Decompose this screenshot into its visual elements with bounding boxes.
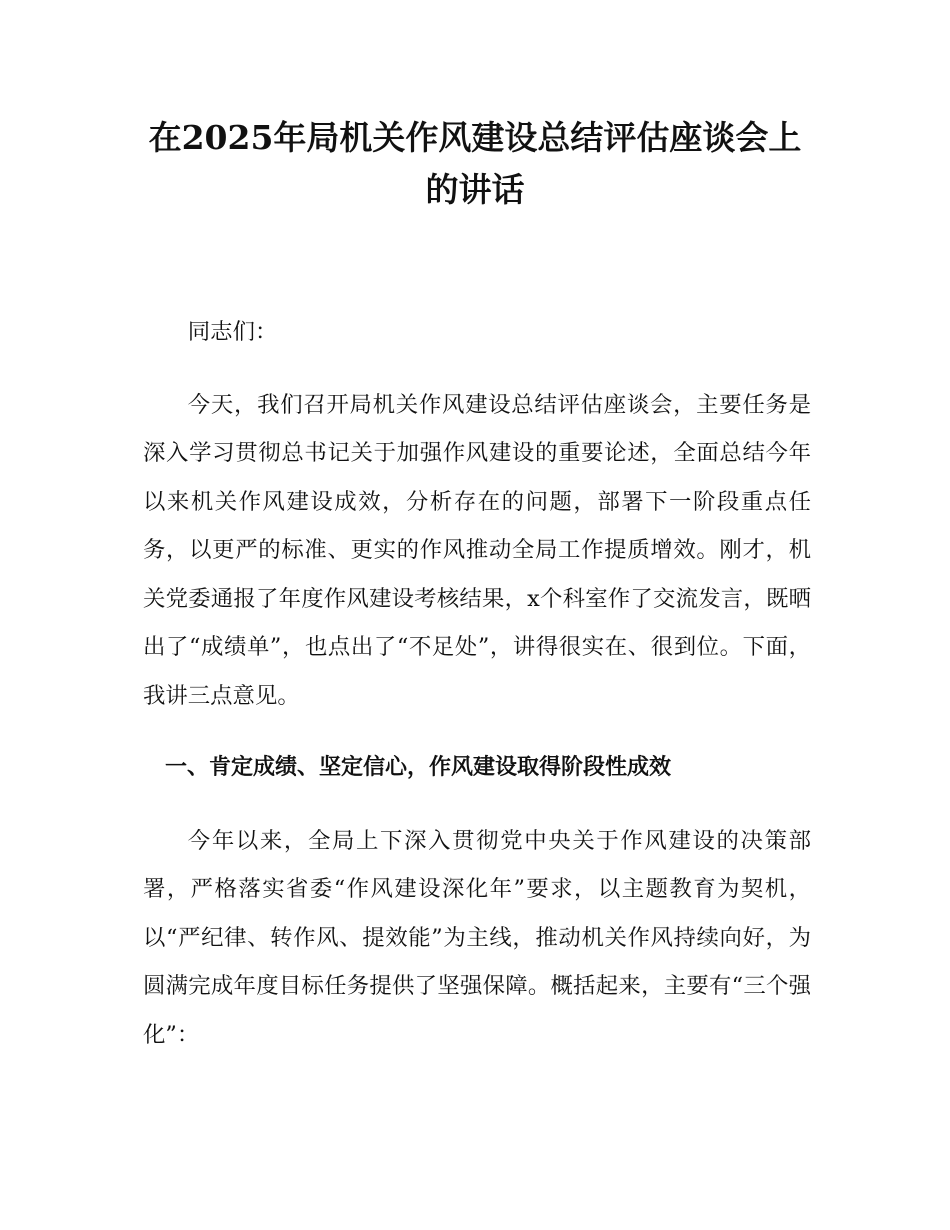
title-line-2: 的讲话	[425, 170, 525, 209]
document-body	[143, 308, 811, 1083]
paragraph-section-1: 今年以来，全局上下深入贯彻党中央关于作风建设的决策部署，严格落实省委“作风建设深化年”要求，以主题教育为契机，以“严纪律、转作风、提效能”为主线，推动机关作风持续向好，为圆满完成年度目标任务提供了坚强保障。概括起来，主要有“三个强化”：	[143, 827, 811, 1048]
section-heading-1: 一、肯定成绩、坚定信心，作风建设取得阶段性成效	[165, 755, 672, 780]
document-title	[120, 112, 830, 216]
salutation: 同志们：	[187, 319, 278, 345]
title-line-1: 在2025年局机关作风建设总结评估座谈会上	[148, 118, 802, 157]
paragraph-opening: 今天，我们召开局机关作风建设总结评估座谈会，主要任务是深入学习贯彻总书记关于加强作风建设的重要论述，全面总结今年以来机关作风建设成效，分析存在的问题，部署下一阶段重点任务，以更严的标准、更实的作风推动全局工作提质增效。刚才，机关党委通报了年度作风建设考核结果，x个科室作了交流发言，既晒出了“成绩单”，也点出了“不足处”，讲得很实在、很到位。下面，我讲三点意见。	[143, 391, 811, 709]
